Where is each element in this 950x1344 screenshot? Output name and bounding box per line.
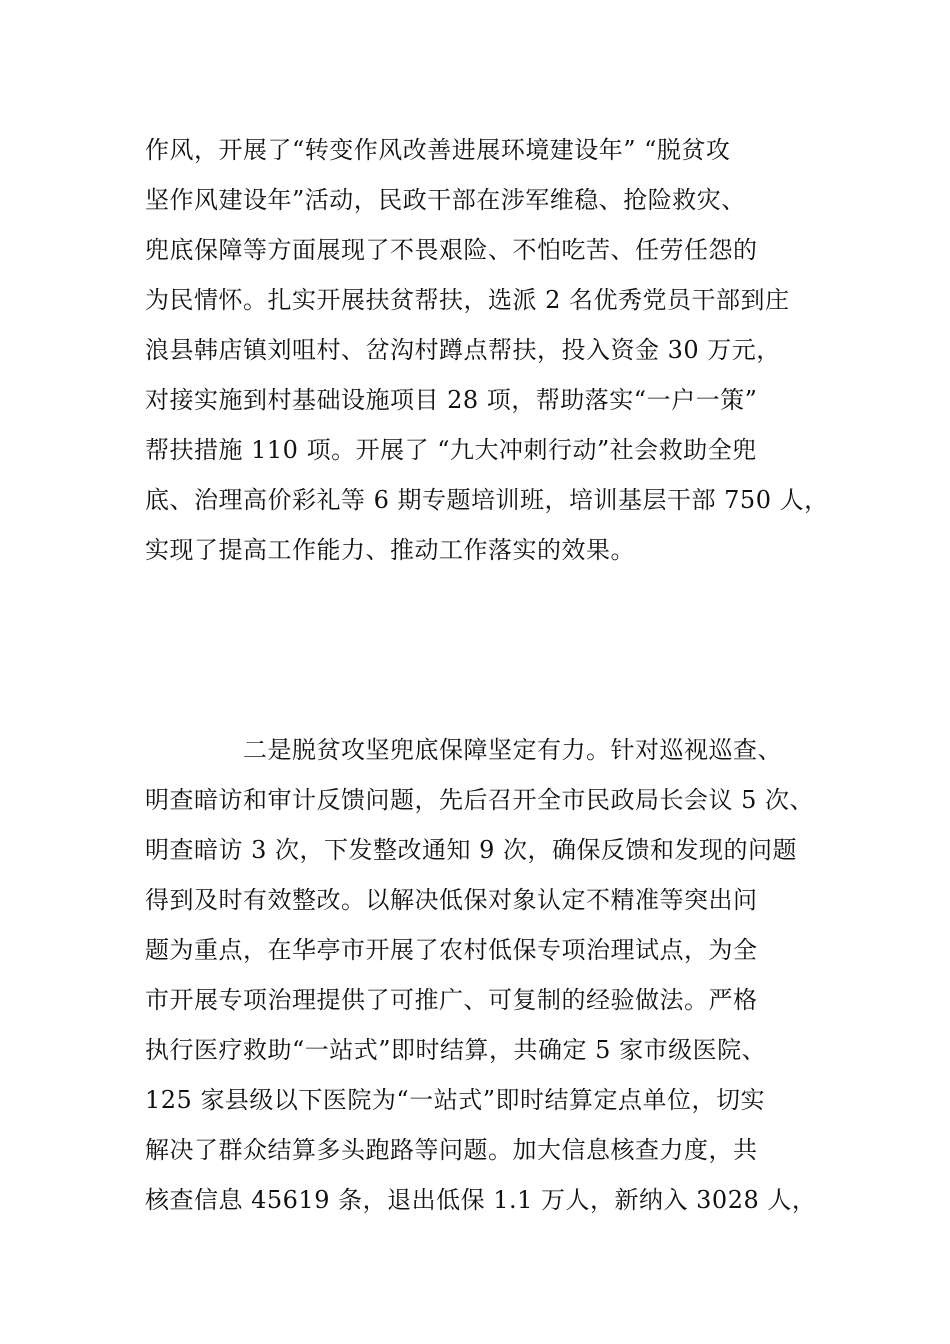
paragraph-line: 为民情怀。扎实开展扶贫帮扶，选派 2 名优秀党员干部到庄 <box>145 286 790 314</box>
paragraph-line: 浪县韩店镇刘咀村、岔沟村蹲点帮扶，投入资金 30 万元， <box>145 336 781 364</box>
paragraph-line: 执行医疗救助“一站式”即时结算，共确定 5 家市级医院、 <box>145 1036 767 1064</box>
paragraph-line: 125 家县级以下医院为“一站式”即时结算定点单位，切实 <box>145 1086 765 1114</box>
paragraph-line: 题为重点，在华亭市开展了农村低保专项治理试点，为全 <box>145 936 758 964</box>
paragraph-line: 明查暗访和审计反馈问题，先后召开全市民政局长会议 5 次、 <box>145 786 815 814</box>
paragraph-line: 市开展专项治理提供了可推广、可复制的经验做法。严格 <box>145 986 758 1014</box>
paragraph-line: 坚作风建设年”活动，民政干部在涉军维稳、抢险救灾、 <box>145 186 746 214</box>
paragraph-2 <box>145 730 845 1230</box>
paragraph-1 <box>145 130 845 580</box>
paragraph-line: 得到及时有效整改。以解决低保对象认定不精准等突出问 <box>145 886 758 914</box>
paragraph-line: 作风，开展了“转变作风改善进展环境建设年” “脱贫攻 <box>145 136 731 164</box>
paragraph-line: 对接实施到村基础设施项目 28 项，帮助落实“一户一策” <box>145 386 758 414</box>
paragraph-line: 底、治理高价彩礼等 6 期专题培训班，培训基层干部 750 人， <box>145 486 829 514</box>
paragraph-line: 实现了提高工作能力、推动工作落实的效果。 <box>145 536 635 564</box>
paragraph-line: 帮扶措施 110 项。开展了 “九大冲刺行动”社会救助全兜 <box>145 436 757 464</box>
paragraph-line: 明查暗访 3 次，下发整改通知 9 次，确保反馈和发现的问题 <box>145 836 798 864</box>
paragraph-line: 兜底保障等方面展现了不畏艰险、不怕吃苦、任劳任怨的 <box>145 236 758 264</box>
paragraph-line: 解决了群众结算多头跑路等问题。加大信息核查力度，共 <box>145 1136 758 1164</box>
paragraph-line: 核查信息 45619 条，退出低保 1.1 万人，新纳入 3028 人， <box>145 1186 817 1214</box>
paragraph-first-line: 二是脱贫攻坚兜底保障坚定有力。针对巡视巡查、 <box>243 736 782 764</box>
